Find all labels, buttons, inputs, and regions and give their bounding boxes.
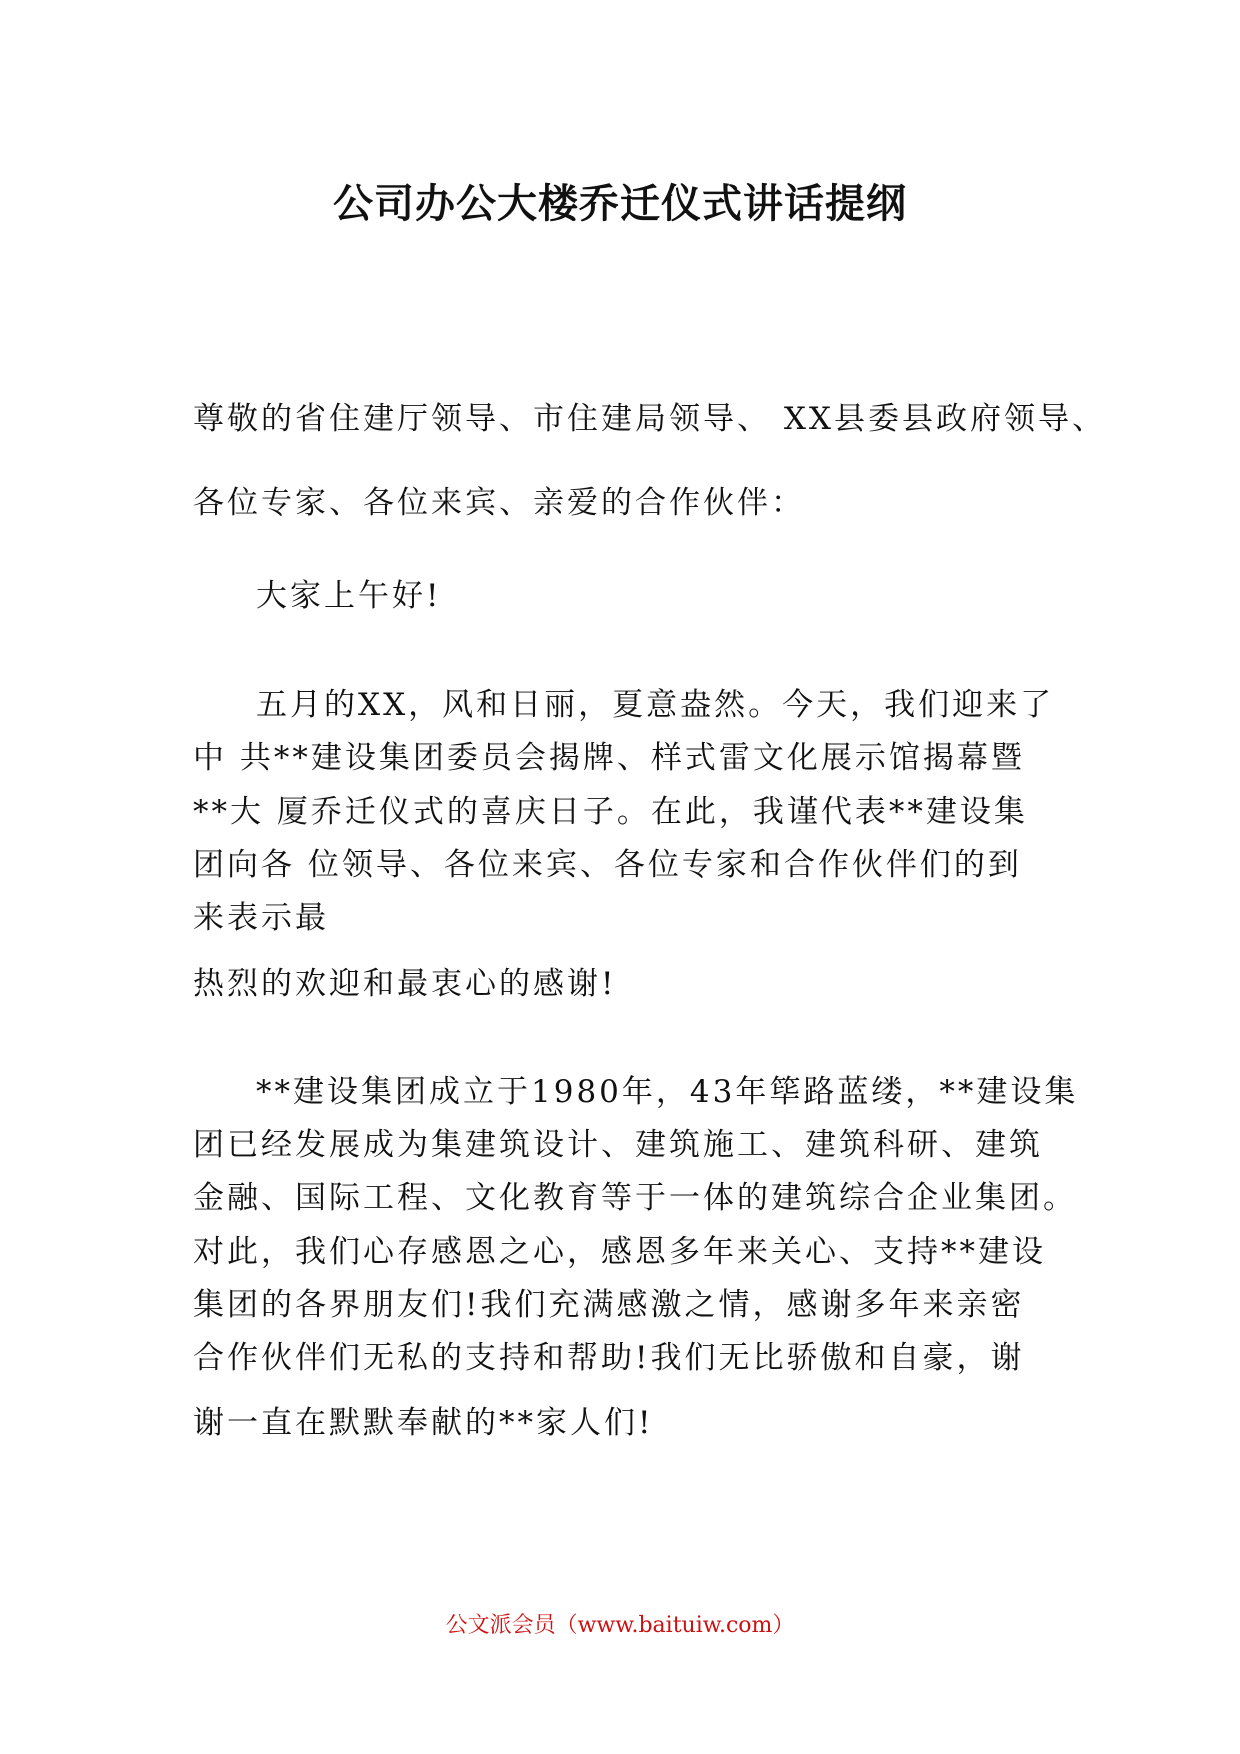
paragraph-line: 团向各 位领导、各位来宾、各位专家和合作伙伴们的到 <box>193 847 1022 883</box>
paragraph-line: 团已经发展成为集建筑设计、建筑施工、建筑科研、建筑 <box>193 1127 1043 1163</box>
paragraph-line: **大 厦乔迁仪式的喜庆日子。在此，我谨代表**建设集 <box>193 794 1028 830</box>
paragraph-line: 五月的XX，风和日丽，夏意盎然。今天，我们迎来了 <box>256 687 1055 723</box>
paragraph-line: 合作伙伴们无私的支持和帮助!我们无比骄傲和自豪，谢 <box>193 1340 1025 1376</box>
paragraph-line: 来表示最 <box>193 900 329 936</box>
paragraph-line: 中 共**建设集团委员会揭牌、样式雷文化展示馆揭幕暨 <box>193 740 1025 776</box>
paragraph-line: 对此，我们心存感恩之心，感恩多年来关心、支持**建设 <box>193 1234 1046 1270</box>
greeting-line: 大家上午好! <box>256 578 442 614</box>
paragraph-line: **建设集团成立于1980年，43年筚路蓝缕，**建设集 <box>256 1074 1079 1110</box>
paragraph-line: 集团的各界朋友们!我们充满感激之情，感谢多年来亲密 <box>193 1287 1025 1323</box>
footer-watermark: 公文派会员（www.baituiw.com） <box>445 1613 795 1638</box>
salutation-line: 各位专家、各位来宾、亲爱的合作伙伴： <box>193 485 805 521</box>
paragraph-line: 谢一直在默默奉献的**家人们! <box>193 1405 654 1441</box>
salutation-line: 尊敬的省住建厅领导、市住建局领导、 XX县委县政府领导、 <box>193 401 1106 437</box>
document-title: 公司办公大楼乔迁仪式讲话提纲 <box>333 181 907 227</box>
paragraph-line: 金融、国际工程、文化教育等于一体的建筑综合企业集团。 <box>193 1180 1077 1216</box>
paragraph-line: 热烈的欢迎和最衷心的感谢! <box>193 966 617 1002</box>
